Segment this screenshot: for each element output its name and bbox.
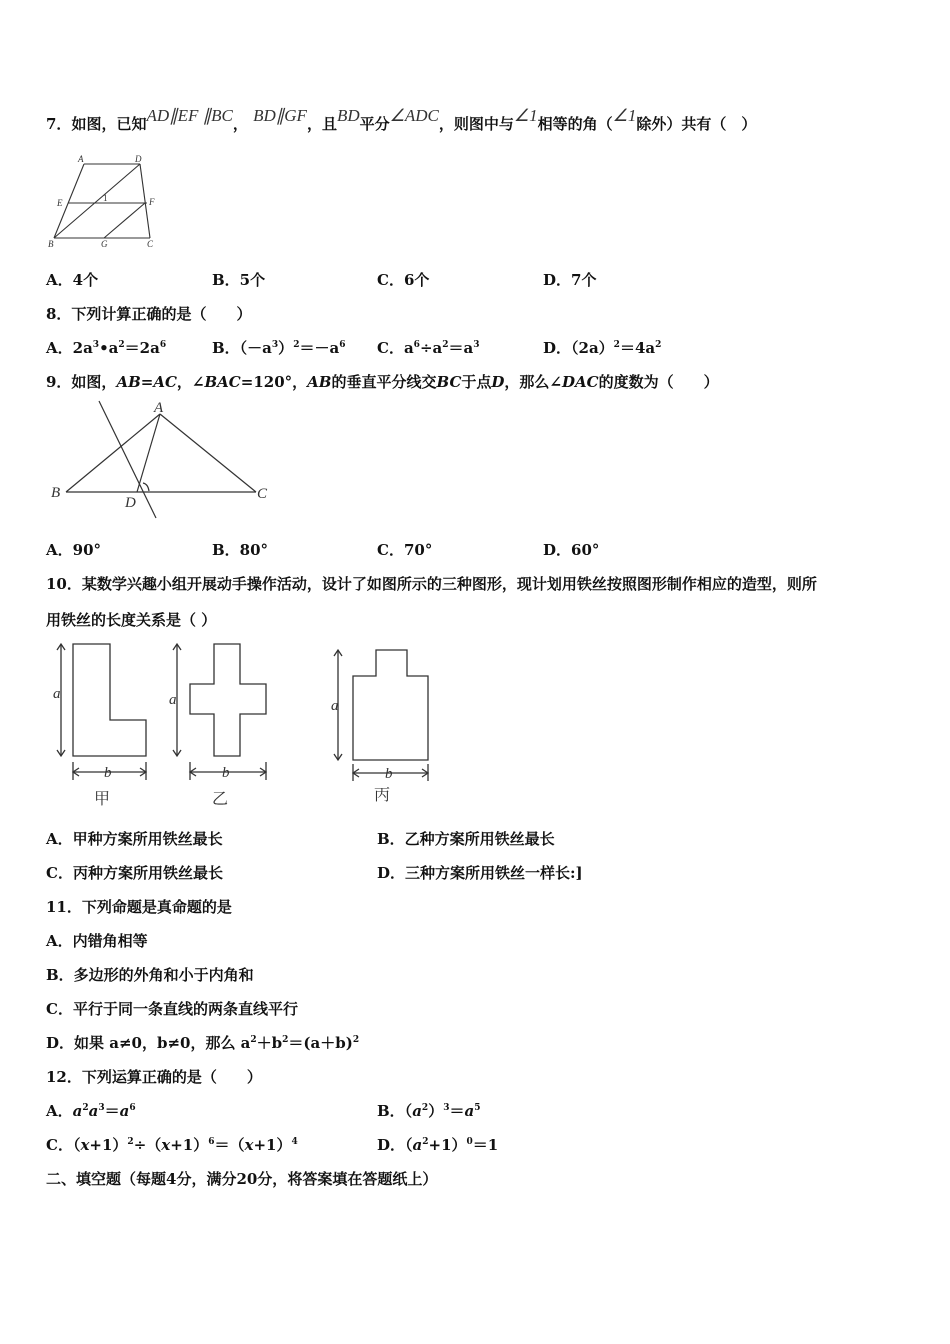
q12-stem: 12．下列运算正确的是（ ） [46,1068,262,1086]
q8-option-d[interactable]: D．$(2a)^2=4a^2$ [543,339,662,357]
q11-option-a[interactable]: A．内错角相等 [46,932,148,950]
svg-text:丙: 丙 [374,787,391,804]
q8-option-a[interactable]: A．$2a^3•a^2=2a^6$ [46,339,167,357]
svg-text:a: a [331,698,339,714]
q12-option-a[interactable]: A．$a^2a^3=a^6$ [46,1102,136,1120]
svg-text:G: G [101,239,108,248]
svg-text:a: a [169,692,177,708]
q9-option-a[interactable]: A．90° [46,541,102,559]
svg-text:E: E [57,198,63,208]
svg-text:b: b [385,766,393,782]
svg-text:C: C [257,486,268,502]
q9-figure [46,398,272,522]
svg-text:B: B [51,485,61,501]
svg-text:A: A [78,154,84,164]
section-heading: 二、填空题（每题4分，满分20分，将答案填在答题纸上） [46,1170,438,1188]
q7-option-a[interactable]: A．4个 [46,271,99,289]
svg-text:C: C [147,239,154,248]
q12-option-c[interactable]: C．$(x+1)^2\div(x+1)^6=(x+1)^4$ [46,1136,298,1154]
q10-option-b[interactable]: B．乙种方案所用铁丝最长 [377,830,555,848]
svg-text:甲: 甲 [94,791,111,808]
q8-option-b[interactable]: B．$(-a^3)^2=-a^6$ [212,339,346,357]
svg-text:1: 1 [103,193,108,203]
q9-option-b[interactable]: B．80° [212,541,269,559]
q12-option-d[interactable]: D．$(a^2+1)^0=1$ [377,1136,499,1154]
q7-option-b[interactable]: B．5个 [212,271,266,289]
q7-stem: 7．如图，已知AD∥EF ∥BC， BD∥GF，且BD平分∠ADC，则图中与∠1相等的角（∠1除外）共有（ ） [46,106,757,133]
svg-text:乙: 乙 [212,791,229,808]
q10-option-c[interactable]: C．丙种方案所用铁丝最长 [46,864,223,882]
q8-stem: 8．下列计算正确的是（ ） [46,305,252,323]
svg-text:F: F [149,197,155,207]
q7-option-d[interactable]: D．7个 [543,271,597,289]
svg-text:a: a [53,686,61,702]
q9-option-c[interactable]: C．70° [377,541,433,559]
q11-option-b[interactable]: B．多边形的外角和小于内角和 [46,966,254,984]
svg-text:b: b [222,765,230,781]
q10-option-d[interactable]: D．三种方案所用铁丝一样长:] [377,864,583,882]
svg-text:A: A [154,400,164,416]
q7-option-c[interactable]: C．6个 [377,271,430,289]
q11-stem: 11．下列命题是真命题的是 [46,898,232,916]
q12-option-b[interactable]: B．$(a^2)^3=a^5$ [377,1102,481,1120]
q10-option-a[interactable]: A．甲种方案所用铁丝最长 [46,830,223,848]
svg-text:B: B [48,239,54,248]
q9-stem: 9．如图，AB=AC，∠BAC=120°，AB的垂直平分线交BC于点D，那么∠DAC的度数为（ ） [46,373,719,391]
q11-option-c[interactable]: C．平行于同一条直线的两条直线平行 [46,1000,298,1018]
svg-text:D: D [125,495,136,511]
q10-stem-line1: 10．某数学兴趣小组开展动手操作活动，设计了如图所示的三种图形，现计划用铁丝按照图形制作相应的造型，则所 [46,575,817,593]
q7-figure [46,152,166,248]
q11-option-d[interactable]: D．如果 a≠0，b≠0，那么 $a^2+b^2=(a+b)^2$ [46,1034,360,1052]
svg-text:b: b [104,765,112,781]
q10-figure [40,636,440,808]
q10-stem-line2: 用铁丝的长度关系是（ ） [46,611,217,629]
q8-option-c[interactable]: C．$a^6\div a^2=a^3$ [377,339,480,357]
svg-text:D: D [135,154,142,164]
q9-option-d[interactable]: D．60° [543,541,600,559]
